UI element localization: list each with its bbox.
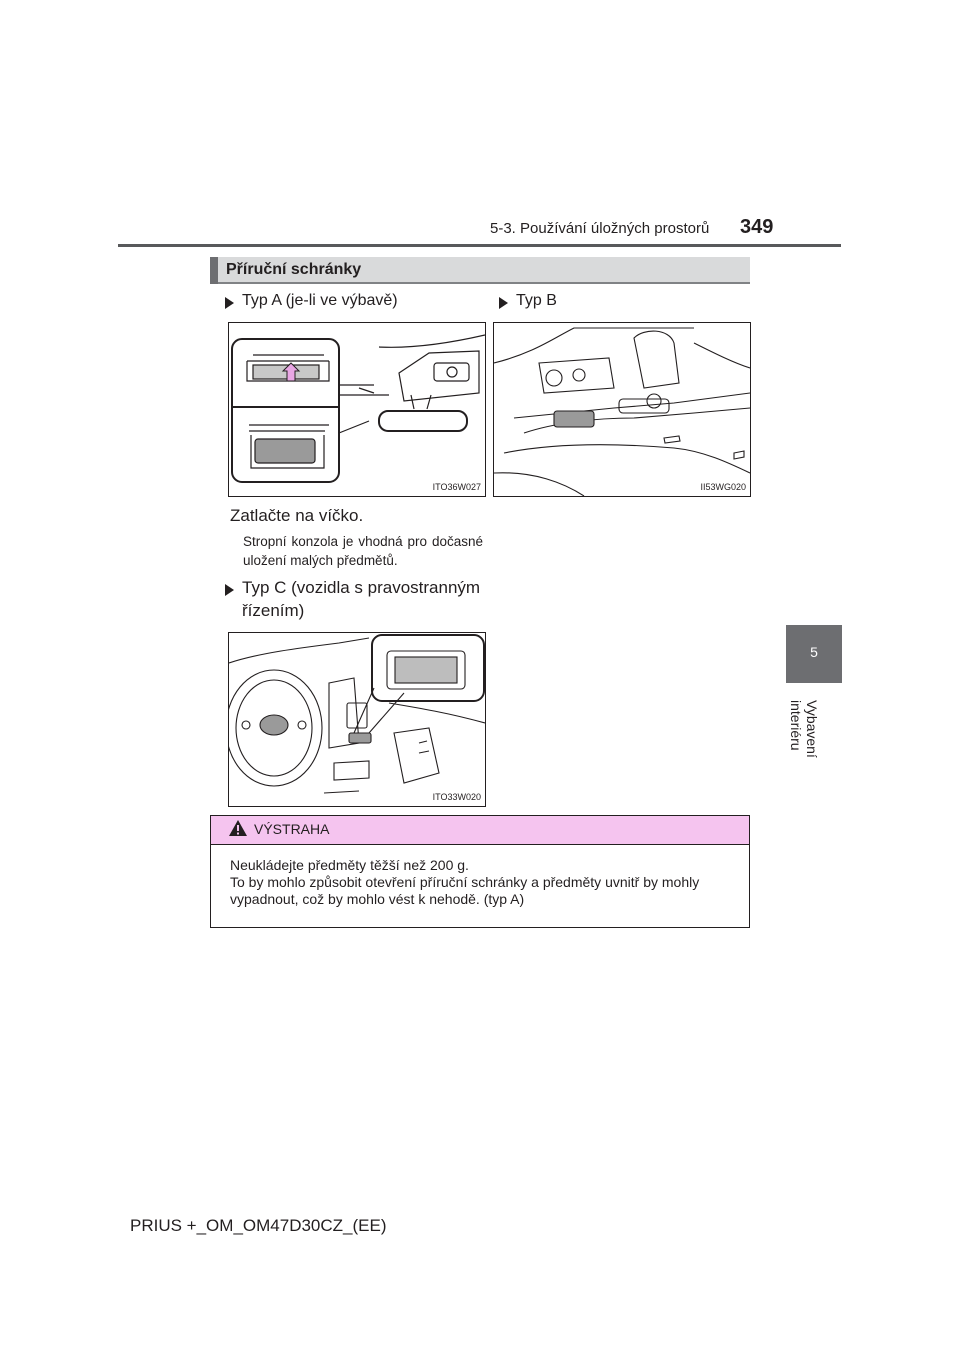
instruction-note: Stropní konzola je vhodná pro dočasné uložení malých předmětů. [243,534,483,568]
warning-line: vypadnout, což by mohlo vést k nehodě. (typ A) [230,891,525,907]
warning-triangle-icon [228,819,248,837]
warning-text [230,857,745,908]
instruction-main: Zatlačte na víčko. [230,506,364,525]
header-rule [118,244,841,247]
figure-type-b-illustration [494,323,750,496]
chapter-title: Vybavení interiéru [788,700,820,758]
warning-line: Neukládejte předměty těžší než 200 g. [230,857,469,873]
chapter-number: 5 [810,644,818,660]
header-section-title: 5-3. Používání úložných prostorů [490,220,710,237]
figure-code: ITO33W020 [432,792,481,802]
warning-line: To by mohlo způsobit otevření příruční schránky a předměty uvnitř by mohly [230,874,700,890]
figure-code: II53WG020 [700,482,746,492]
bullet-triangle-icon [225,297,234,309]
type-c-label-line2: řízením) [242,601,305,620]
warning-title: VÝSTRAHA [254,821,330,837]
figure-code: ITO36W027 [432,482,481,492]
type-c-label-line1: Typ C (vozidla s pravostranným [242,578,481,597]
figure-type-a [228,322,486,497]
type-a-label: Typ A (je-li ve výbavě) [242,292,398,309]
type-b-label: Typ B [516,292,557,309]
figure-type-c [228,632,486,807]
footer-document-code: PRIUS +_OM_OM47D30CZ_(EE) [130,1216,387,1235]
page-number: 349 [740,216,774,238]
section-header-mark [210,257,218,284]
chapter-title-vertical [760,700,880,810]
bullet-triangle-icon [499,297,508,309]
figure-type-b [493,322,751,497]
figure-type-c-illustration [229,633,485,806]
figure-type-a-illustration [229,323,485,496]
section-title: Příruční schránky [226,261,362,278]
bullet-triangle-icon [225,584,234,596]
